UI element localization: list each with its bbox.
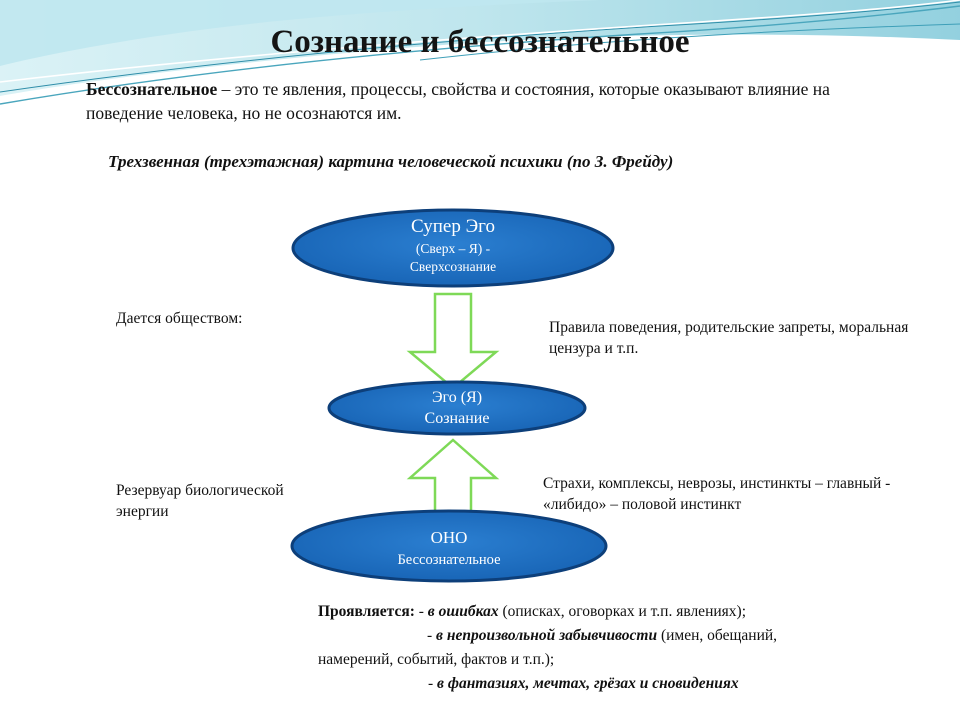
arrow-up	[410, 440, 496, 516]
manifest-l4-prefix: -	[428, 675, 438, 692]
manifest-line-1	[318, 600, 898, 624]
manifest-l2-prefix: -	[427, 627, 437, 644]
note-reservoir: Резервуар биологической энергии	[116, 482, 284, 520]
manifest-errors-detail: (описках, оговорках и т.п. явлениях);	[498, 603, 747, 620]
manifest-line-4	[318, 672, 898, 696]
id-label	[292, 526, 606, 570]
superego-label	[293, 214, 613, 276]
note-fears: Страхи, комплексы, неврозы, инстинкты – главный - «либидо» – половой инстинкт	[543, 475, 891, 513]
manifest-forgetfulness: в непроизвольной забывчивости	[436, 627, 658, 644]
definition-body: – это те явления, процессы, свойства и состояния, которые оказывают влияние на поведение человека, но не осознаются им.	[86, 79, 830, 123]
manifest-line-2	[318, 624, 898, 648]
note-given-by-society: Дается обществом:	[116, 310, 243, 327]
manifestations-block	[318, 600, 898, 696]
superego-title: Супер Эго	[411, 216, 495, 237]
definition-term: Бессознательное	[86, 79, 218, 99]
manifest-line-3: намерений, событий, фактов и т.п.);	[318, 651, 555, 668]
note-rules: Правила поведения, родительские запреты, моральная цензура и т.п.	[549, 319, 909, 357]
id-caption: Бессознательное	[397, 552, 501, 568]
ego-caption: Сознание	[424, 410, 490, 427]
ego-title: Эго (Я)	[431, 389, 483, 406]
diagram-subtitle: Трехзвенная (трехэтажная) картина человеческой психики (по З. Фрейду)	[108, 152, 674, 171]
manifest-fantasies: в фантазиях, мечтах, грёзах и сновидениях	[437, 675, 739, 692]
superego-caption: Сверхсознание	[409, 259, 497, 274]
id-title: ОНО	[430, 528, 468, 547]
arrow-down	[410, 294, 496, 388]
manifest-forgetfulness-detail: (имен, обещаний,	[657, 627, 778, 644]
manifest-l1-prefix: -	[414, 603, 428, 620]
superego-subtitle: (Сверх – Я) -	[415, 241, 491, 256]
ego-label	[329, 387, 585, 429]
manifest-errors: в ошибках	[427, 603, 499, 620]
slide-title: Сознание и бессознательное	[270, 24, 690, 60]
manifest-label: Проявляется:	[318, 603, 415, 620]
